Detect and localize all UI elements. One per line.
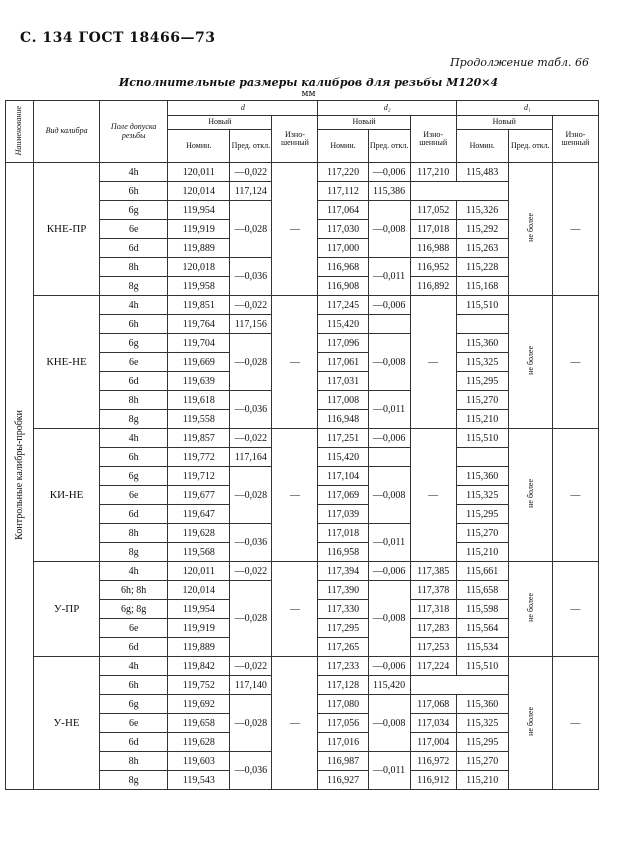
- calibre-type: КИ-НЕ: [34, 429, 100, 562]
- d2-worn: 117,283: [410, 619, 456, 638]
- page-title: С. 134 ГОСТ 18466—73: [20, 30, 216, 46]
- d1-nominal: 115,510: [456, 429, 508, 448]
- tolerance-field: 8h: [100, 391, 168, 410]
- d-nominal: 119,857: [168, 429, 230, 448]
- d2-worn: —: [410, 429, 456, 562]
- d2-nominal: 117,265: [318, 638, 368, 657]
- d-nominal: 120,011: [168, 163, 230, 182]
- d1-nominal: 115,263: [456, 239, 508, 258]
- d-nominal: 119,764: [168, 315, 230, 334]
- header-vid-kalibra: Вид калибра: [34, 101, 100, 163]
- header-d2: d₂: [318, 101, 456, 116]
- d2-nominal: 117,061: [318, 353, 368, 372]
- header-d1-iznoshenny: Изно- шенный: [552, 116, 598, 163]
- d2-nominal: 117,390: [318, 581, 368, 600]
- d2-worn: 117,378: [410, 581, 456, 600]
- header-d1-noviy: Новый: [456, 116, 552, 130]
- d1-worn: —: [552, 296, 598, 429]
- d2-nominal: 117,030: [318, 220, 368, 239]
- header-d2-pred: Пред. откл.: [368, 130, 410, 163]
- d1-nominal: 115,270: [456, 752, 508, 771]
- calibre-table: [5, 100, 599, 790]
- d-nominal: 119,919: [168, 619, 230, 638]
- d1-nominal: 115,360: [456, 695, 508, 714]
- header-d: d: [168, 101, 318, 116]
- d1-nominal: 115,325: [456, 486, 508, 505]
- d2-nominal: 116,987: [318, 752, 368, 771]
- d2-deviation: —0,006: [368, 657, 410, 676]
- d2-deviation: —0,008: [368, 581, 410, 657]
- d1-deviation: [508, 296, 552, 429]
- d-nominal: 119,851: [168, 296, 230, 315]
- tolerance-field: 4h: [100, 657, 168, 676]
- d2-worn: 117,253: [410, 638, 456, 657]
- d1-nominal: 115,295: [456, 733, 508, 752]
- table-row: [6, 163, 599, 182]
- d1-nominal: 115,534: [456, 638, 508, 657]
- d2-deviation: —0,011: [368, 524, 410, 562]
- header-d-nomin: Номин.: [168, 130, 230, 163]
- d-deviation: —0,028: [230, 695, 272, 752]
- d-nominal: 119,919: [168, 220, 230, 239]
- d2-nominal: 117,096: [318, 334, 368, 353]
- d-nominal: 120,014: [168, 581, 230, 600]
- d-nominal: 119,647: [168, 505, 230, 524]
- tolerance-field: 6e: [100, 486, 168, 505]
- tolerance-field: 6e: [100, 619, 168, 638]
- tolerance-field: 6h: [100, 448, 168, 467]
- tolerance-field: 6g: [100, 467, 168, 486]
- header-d2-nomin: Номин.: [318, 130, 368, 163]
- tolerance-field: 6h: [100, 315, 168, 334]
- d1-worn: —: [552, 163, 598, 296]
- d1-nominal: 115,564: [456, 619, 508, 638]
- d2-nominal: 117,018: [318, 524, 368, 543]
- d2-nominal: 117,394: [318, 562, 368, 581]
- d1-deviation: [508, 429, 552, 562]
- d-nominal: 119,772: [168, 448, 230, 467]
- d1-nominal: 115,420: [318, 448, 368, 467]
- d-deviation: —0,028: [230, 334, 272, 391]
- d2-nominal: 117,251: [318, 429, 368, 448]
- d1-nominal: 115,210: [456, 771, 508, 790]
- d2-nominal: 117,330: [318, 600, 368, 619]
- d2-worn: 117,004: [410, 733, 456, 752]
- tolerance-field: 6e: [100, 353, 168, 372]
- d1-nominal: 115,325: [456, 353, 508, 372]
- header-naimenovanie: Наименование: [6, 101, 34, 163]
- d2-worn: —: [410, 296, 456, 429]
- d-nominal: 120,014: [168, 182, 230, 201]
- d2-worn: 117,112: [318, 182, 368, 201]
- tolerance-field: 8h: [100, 258, 168, 277]
- d2-deviation: —0,011: [368, 258, 410, 296]
- tolerance-field: 8g: [100, 543, 168, 562]
- tolerance-field: 8g: [100, 410, 168, 429]
- d-nominal: 119,618: [168, 391, 230, 410]
- d1-nominal: 115,326: [456, 201, 508, 220]
- d1-nominal: 115,360: [456, 467, 508, 486]
- d-worn: —: [272, 163, 318, 296]
- d1-worn: —: [552, 562, 598, 657]
- d1-nominal: 115,598: [456, 600, 508, 619]
- header-d-pred: Пред. откл.: [230, 130, 272, 163]
- d1-nominal: 115,510: [456, 657, 508, 676]
- d2-nominal: 117,056: [318, 714, 368, 733]
- group-label: Контрольные калибры-пробки: [14, 409, 26, 540]
- ne-bolee-label: не более: [525, 707, 535, 736]
- d2-worn: 117,128: [318, 676, 368, 695]
- d-deviation: —0,036: [230, 524, 272, 562]
- d1-nominal: 115,386: [368, 182, 410, 201]
- d1-nominal: 115,295: [456, 505, 508, 524]
- d2-deviation: —0,011: [368, 752, 410, 790]
- table-row: [6, 562, 599, 581]
- tolerance-field: 6e: [100, 714, 168, 733]
- tolerance-field: 8h: [100, 752, 168, 771]
- d2-nominal: 116,908: [318, 277, 368, 296]
- tolerance-field: 6g: [100, 695, 168, 714]
- tolerance-field: 6g; 8g: [100, 600, 168, 619]
- d-deviation: —0,036: [230, 391, 272, 429]
- header-d-noviy: Новый: [168, 116, 272, 130]
- d-nominal: 119,752: [168, 676, 230, 695]
- tolerance-field: 6d: [100, 638, 168, 657]
- tolerance-field: 6d: [100, 239, 168, 258]
- d2-nominal: 117,220: [318, 163, 368, 182]
- d2-worn: 117,052: [410, 201, 456, 220]
- d2-nominal: 117,295: [318, 619, 368, 638]
- d2-nominal: 116,927: [318, 771, 368, 790]
- d2-deviation: —0,008: [368, 695, 410, 752]
- tolerance-field: 6h: [100, 676, 168, 695]
- d-nominal: 119,543: [168, 771, 230, 790]
- d-nominal: 119,658: [168, 714, 230, 733]
- d2-nominal: 117,245: [318, 296, 368, 315]
- d-nominal: 119,842: [168, 657, 230, 676]
- d-nominal: 119,704: [168, 334, 230, 353]
- d2-worn: 117,224: [410, 657, 456, 676]
- header-d1-nomin: Номин.: [456, 130, 508, 163]
- tolerance-field: 6d: [100, 372, 168, 391]
- d2-worn: 117,210: [410, 163, 456, 182]
- header-d2-iznoshenny: Изно- шенный: [410, 116, 456, 163]
- d-nominal: 119,889: [168, 239, 230, 258]
- d1-nominal: 115,420: [368, 676, 410, 695]
- d2-worn: 117,318: [410, 600, 456, 619]
- table-row: [6, 657, 599, 676]
- d2-deviation: —0,011: [368, 391, 410, 429]
- d-nominal: 119,889: [168, 638, 230, 657]
- d-nominal: 119,628: [168, 733, 230, 752]
- d2-deviation: —0,006: [368, 163, 410, 182]
- d1-nominal: 115,228: [456, 258, 508, 277]
- header-d1-pred: Пред. откл.: [508, 130, 552, 163]
- calibre-type: У-НЕ: [34, 657, 100, 790]
- d2-worn: 117,068: [410, 695, 456, 714]
- d2-nominal: 117,124: [230, 182, 272, 201]
- tolerance-field: 6g: [100, 334, 168, 353]
- d1-nominal: 115,360: [456, 334, 508, 353]
- d-nominal: 119,603: [168, 752, 230, 771]
- d2-nominal: 117,233: [318, 657, 368, 676]
- d1-deviation: [508, 657, 552, 790]
- d2-worn: 116,952: [410, 258, 456, 277]
- table-row: [6, 296, 599, 315]
- d2-nominal: 117,080: [318, 695, 368, 714]
- tolerance-field: 4h: [100, 562, 168, 581]
- d2-nominal: 117,008: [318, 391, 368, 410]
- d2-worn: 117,018: [410, 220, 456, 239]
- d-worn: —: [272, 296, 318, 429]
- header-d1: d₁: [456, 101, 598, 116]
- d2-deviation: —0,008: [368, 334, 410, 391]
- tolerance-field: 6e: [100, 220, 168, 239]
- header-pole-dopuska: Поле допуска резьбы: [100, 101, 168, 163]
- d2-deviation: —0,006: [368, 296, 410, 315]
- d1-deviation: [508, 163, 552, 296]
- d1-worn: —: [552, 429, 598, 562]
- d-deviation: —0,022: [230, 429, 272, 448]
- d-worn: —: [272, 562, 318, 657]
- ne-bolee-label: не более: [525, 346, 535, 375]
- d2-worn: 116,988: [410, 239, 456, 258]
- tolerance-field: 6d: [100, 733, 168, 752]
- tolerance-field: 6d: [100, 505, 168, 524]
- d-nominal: 119,568: [168, 543, 230, 562]
- tolerance-field: 4h: [100, 429, 168, 448]
- ne-bolee-label: не более: [525, 593, 535, 622]
- d2-nominal: 116,968: [318, 258, 368, 277]
- tolerance-field: 8g: [100, 277, 168, 296]
- continuation-label: Продолжение табл. 66: [450, 56, 589, 69]
- d1-nominal: 115,210: [456, 543, 508, 562]
- d-nominal: 120,018: [168, 258, 230, 277]
- table-body: [6, 163, 599, 790]
- d-nominal: 119,712: [168, 467, 230, 486]
- table-title: Исполнительные размеры калибров для резьбы М120×4: [118, 76, 499, 89]
- d2-nominal: 117,031: [318, 372, 368, 391]
- d2-deviation: —0,006: [368, 429, 410, 448]
- units-label: мм: [301, 89, 316, 99]
- d-nominal: 119,558: [168, 410, 230, 429]
- d-nominal: 119,958: [168, 277, 230, 296]
- d1-nominal: 115,325: [456, 714, 508, 733]
- d-nominal: 120,011: [168, 562, 230, 581]
- d2-nominal: 117,104: [318, 467, 368, 486]
- d2-nominal: 117,140: [230, 676, 272, 695]
- d2-worn: 117,034: [410, 714, 456, 733]
- d2-nominal: 117,064: [318, 201, 368, 220]
- d-deviation: —0,022: [230, 163, 272, 182]
- d2-nominal: 117,069: [318, 486, 368, 505]
- d-nominal: 119,628: [168, 524, 230, 543]
- d1-deviation: [508, 562, 552, 657]
- d2-nominal: 116,948: [318, 410, 368, 429]
- d2-worn: 116,892: [410, 277, 456, 296]
- tolerance-field: 6g: [100, 201, 168, 220]
- d1-nominal: 115,270: [456, 391, 508, 410]
- group-label-cell: [6, 163, 34, 790]
- ne-bolee-label: не более: [525, 479, 535, 508]
- d1-nominal: 115,292: [456, 220, 508, 239]
- d-nominal: 119,954: [168, 600, 230, 619]
- d2-worn: 117,385: [410, 562, 456, 581]
- tolerance-field: 8g: [100, 771, 168, 790]
- d-deviation: —0,028: [230, 467, 272, 524]
- d1-nominal: 115,270: [456, 524, 508, 543]
- d1-nominal: 115,658: [456, 581, 508, 600]
- calibre-type: КНЕ-ПР: [34, 163, 100, 296]
- d2-deviation: —0,006: [368, 562, 410, 581]
- header-d-iznoshenny: Изно- шенный: [272, 116, 318, 163]
- d1-nominal: 115,295: [456, 372, 508, 391]
- d-deviation: —0,036: [230, 752, 272, 790]
- d1-nominal: 115,510: [456, 296, 508, 315]
- d1-nominal: 115,483: [456, 163, 508, 182]
- d1-nominal: 115,168: [456, 277, 508, 296]
- tolerance-field: 4h: [100, 163, 168, 182]
- d-nominal: 119,692: [168, 695, 230, 714]
- d2-worn: 116,972: [410, 752, 456, 771]
- d-worn: —: [272, 429, 318, 562]
- tolerance-field: 8h: [100, 524, 168, 543]
- d1-nominal: 115,210: [456, 410, 508, 429]
- d-nominal: 119,669: [168, 353, 230, 372]
- d2-nominal: 117,016: [318, 733, 368, 752]
- d2-worn: 116,912: [410, 771, 456, 790]
- tolerance-field: 6h: [100, 182, 168, 201]
- d2-nominal: 117,156: [230, 315, 272, 334]
- d-deviation: —0,028: [230, 581, 272, 657]
- d2-deviation: —0,008: [368, 467, 410, 524]
- d-nominal: 119,677: [168, 486, 230, 505]
- d-deviation: —0,022: [230, 562, 272, 581]
- d2-deviation: —0,008: [368, 201, 410, 258]
- ne-bolee-label: не более: [525, 213, 535, 242]
- d2-nominal: 117,039: [318, 505, 368, 524]
- d-deviation: —0,028: [230, 201, 272, 258]
- d-nominal: 119,954: [168, 201, 230, 220]
- table-row: [6, 429, 599, 448]
- d-nominal: 119,639: [168, 372, 230, 391]
- d2-nominal: 117,000: [318, 239, 368, 258]
- d-worn: —: [272, 657, 318, 790]
- tolerance-field: 4h: [100, 296, 168, 315]
- calibre-type: КНЕ-НЕ: [34, 296, 100, 429]
- d2-nominal: 117,164: [230, 448, 272, 467]
- tolerance-field: 6h; 8h: [100, 581, 168, 600]
- d-deviation: —0,022: [230, 657, 272, 676]
- d1-nominal: 115,661: [456, 562, 508, 581]
- d1-worn: —: [552, 657, 598, 790]
- d1-nominal: 115,420: [318, 315, 368, 334]
- d-deviation: —0,022: [230, 296, 272, 315]
- header-d2-noviy: Новый: [318, 116, 410, 130]
- d2-nominal: 116,958: [318, 543, 368, 562]
- calibre-type: У-ПР: [34, 562, 100, 657]
- d-deviation: —0,036: [230, 258, 272, 296]
